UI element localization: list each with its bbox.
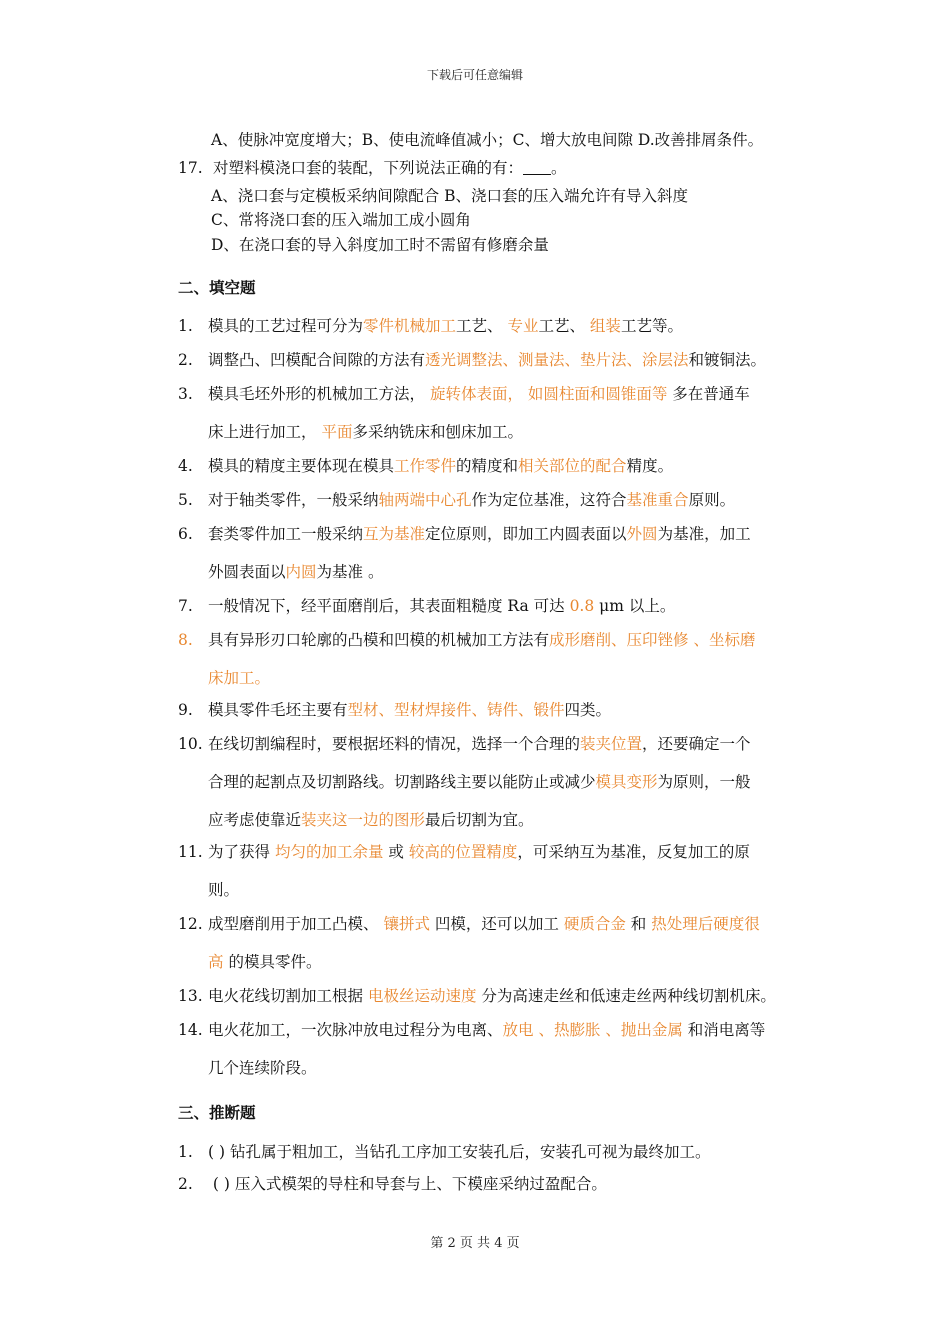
item-number: 2.: [178, 1175, 193, 1193]
q17-blank: [523, 160, 551, 175]
question-text: 作为定位基准，这符合: [471, 491, 627, 509]
answer-text: 较高的位置精度: [408, 843, 518, 861]
question-text: 精度。: [626, 457, 674, 475]
answer-text: 零件机械加工: [363, 317, 457, 335]
answer-text: 高: [208, 953, 224, 971]
question-text: 和镀铜法。: [688, 351, 767, 369]
question-text: 为原则，一般: [657, 773, 751, 791]
answer-text: 硬质合金: [563, 915, 626, 933]
fill-item-line: [178, 522, 751, 544]
answer-text: 内圆: [285, 563, 317, 581]
fill-item-line: [178, 666, 270, 688]
question-text: 工艺等。: [620, 317, 683, 335]
item-number: 9.: [178, 701, 193, 719]
q17-option-ab: A、浇口套与定模板采纳间隙配合 B、浇口套的压入端允许有导入斜度: [211, 187, 689, 205]
answer-text: 型材、型材焊接件、铸件、锻件: [347, 701, 565, 719]
answer-text: 0.8: [569, 597, 595, 615]
question-text: 为基准，加工: [657, 525, 751, 543]
answer-text: 平面: [321, 423, 353, 441]
question-text: 和消电离等: [682, 1021, 766, 1039]
item-number: 3.: [178, 385, 193, 403]
question-text: 模具的工艺过程可分为: [208, 317, 364, 335]
question-text: 工艺、: [456, 317, 508, 335]
question-text: ，可采纳互为基准，反复加工的原: [517, 843, 750, 861]
answer-text: 床加工。: [208, 669, 271, 687]
question-text: 模具毛坯外形的机械加工方法，: [208, 385, 430, 403]
q17-option-d: D、在浇口套的导入斜度加工时不需留有修磨余量: [211, 236, 549, 254]
judge-item: [178, 1172, 607, 1194]
item-number: 8.: [178, 631, 193, 649]
fill-item-line: [178, 382, 750, 404]
fill-item-line: [178, 420, 523, 442]
judge-text: ( ) 压入式模架的导柱和导套与上、下模座采纳过盈配合。: [208, 1175, 607, 1193]
q17-number: 17.: [178, 159, 203, 177]
answer-text: 相关部位的配合: [518, 457, 627, 475]
fill-item-line: [178, 488, 735, 510]
fill-item-line: [178, 1056, 317, 1078]
fill-item-line: [178, 1018, 765, 1040]
question-text: 工艺、: [538, 317, 590, 335]
fill-item-line: [178, 732, 751, 754]
q17-end: 。: [550, 159, 567, 177]
question-text: 的精度和: [456, 457, 519, 475]
answer-text: 互为基准: [363, 525, 426, 543]
answer-text: 热处理后硬度很: [651, 915, 760, 933]
item-number: 6.: [178, 525, 193, 543]
question-text: 分为高速走丝和低速走丝两种线切割机床。: [476, 987, 776, 1005]
question-text: 定位原则，即加工内圆表面以: [425, 525, 627, 543]
item-number: 7.: [178, 597, 193, 615]
question-text: 则。: [208, 881, 240, 899]
item-number: 1.: [178, 1143, 193, 1161]
fill-item-line: [178, 912, 760, 934]
item-number: 11.: [178, 843, 203, 861]
item-number: 5.: [178, 491, 193, 509]
answer-text: 电极丝运动速度: [367, 987, 477, 1005]
item-number: 12.: [178, 915, 203, 933]
answer-text: 轴两端中心孔: [378, 491, 472, 509]
answer-text: 装夹这一边的图形: [301, 811, 426, 829]
item-number: 13.: [178, 987, 203, 1005]
answer-text: 组装: [589, 317, 621, 335]
fill-item-line: [178, 454, 673, 476]
fill-item-line: [178, 840, 750, 862]
question-text: 电火花加工，一次脉冲放电过程分为电离、: [208, 1021, 503, 1039]
fill-item-line: [178, 770, 751, 792]
answer-text: 镶拼式: [383, 915, 430, 933]
fill-item-line: [178, 984, 776, 1006]
question-text: 床上进行加工，: [208, 423, 322, 441]
item-number: 1.: [178, 317, 193, 335]
answer-text: 成形磨削、压印锉修 、坐标磨: [549, 631, 756, 649]
question-text: 和: [625, 915, 652, 933]
answer-text: 透光调整法、测量法、垫片法、涂层法: [425, 351, 689, 369]
question-text: 一般情况下，经平面磨削后，其表面粗糙度 Ra 可达: [208, 597, 570, 615]
section-judge-title: 三、推断题: [178, 1103, 256, 1122]
q17-text: 对塑料模浇口套的装配，下列说法正确的有：: [212, 159, 523, 177]
page-footer: 第 2 页 共 4 页: [430, 1236, 520, 1251]
question-text: 应考虑使靠近: [208, 811, 302, 829]
question-text: 成型磨削用于加工凸模、: [208, 915, 384, 933]
question-text: μm 以上。: [594, 597, 676, 615]
section-fill-title: 二、填空题: [178, 278, 256, 297]
question-text: 为了获得: [208, 843, 275, 861]
answer-text: 外圆: [626, 525, 658, 543]
answer-text: 工作零件: [394, 457, 457, 475]
question-text: 外圆表面以: [208, 563, 286, 581]
question-text: 套类零件加工一般采纳: [208, 525, 364, 543]
fill-item-line: [178, 698, 611, 720]
question-text: 具有异形刃口轮廓的凸模和凹模的机械加工方法有: [208, 631, 550, 649]
question-text: 最后切割为宜。: [425, 811, 534, 829]
item-number: 10.: [178, 735, 203, 753]
question-text: 模具零件毛坯主要有: [208, 701, 348, 719]
fill-item-line: [178, 560, 383, 582]
question-text: 原则。: [688, 491, 736, 509]
question-text: ，还要确定一个: [642, 735, 751, 753]
answer-text: 均匀的加工余量: [274, 843, 384, 861]
question-text: 电火花线切割加工根据: [208, 987, 368, 1005]
answer-text: 专业: [507, 317, 539, 335]
question-text: 多采纳铣床和刨床加工。: [352, 423, 523, 441]
question-text: 模具的精度主要体现在模具: [208, 457, 395, 475]
question-text: 调整凸、凹模配合间隙的方法有: [208, 351, 426, 369]
fill-item-line: [178, 628, 755, 650]
fill-item-line: [178, 314, 683, 336]
question-text: 或: [383, 843, 409, 861]
question-text: 几个连续阶段。: [208, 1059, 317, 1077]
fill-item-line: [178, 808, 534, 830]
item-number: 4.: [178, 457, 193, 475]
question-text: 的模具零件。: [223, 953, 322, 971]
fill-item-line: [178, 348, 766, 370]
fill-item-line: [178, 950, 321, 972]
question-text: 对于轴类零件，一般采纳: [208, 491, 379, 509]
question-text: 为基准 。: [316, 563, 384, 581]
fill-item-line: [178, 594, 675, 616]
answer-text: 基准重合: [626, 491, 689, 509]
item-number: 2.: [178, 351, 193, 369]
q17-question: [178, 156, 566, 178]
page-header: 下载后可任意编辑: [426, 68, 523, 82]
answer-text: 放电 、热膨胀 、抛出金属: [502, 1021, 683, 1039]
answer-text: 旋转体表面， 如圆柱面和圆锥面等: [429, 385, 668, 403]
question-text: 在线切割编程时，要根据坯料的情况，选择一个合理的: [208, 735, 581, 753]
fill-item-line: [178, 878, 239, 900]
q17-option-c: C、常将浇口套的压入端加工成小圆角: [211, 211, 471, 229]
question-text: 多在普通车: [667, 385, 750, 403]
judge-text: ( ) 钻孔属于粗加工，当钻孔工序加工安装孔后，安装孔可视为最终加工。: [208, 1143, 711, 1161]
judge-item: [178, 1140, 710, 1162]
question-text: 凹模，还可以加工: [429, 915, 564, 933]
q16-options: A、使脉冲宽度增大；B、使电流峰值减小；C、增大放电间隙 D.改善排屑条件。: [211, 131, 764, 149]
answer-text: 模具变形: [595, 773, 658, 791]
question-text: 合理的起割点及切割路线。切割路线主要以能防止或减少: [208, 773, 596, 791]
answer-text: 装夹位置: [580, 735, 643, 753]
question-text: 四类。: [564, 701, 612, 719]
item-number: 14.: [178, 1021, 203, 1039]
